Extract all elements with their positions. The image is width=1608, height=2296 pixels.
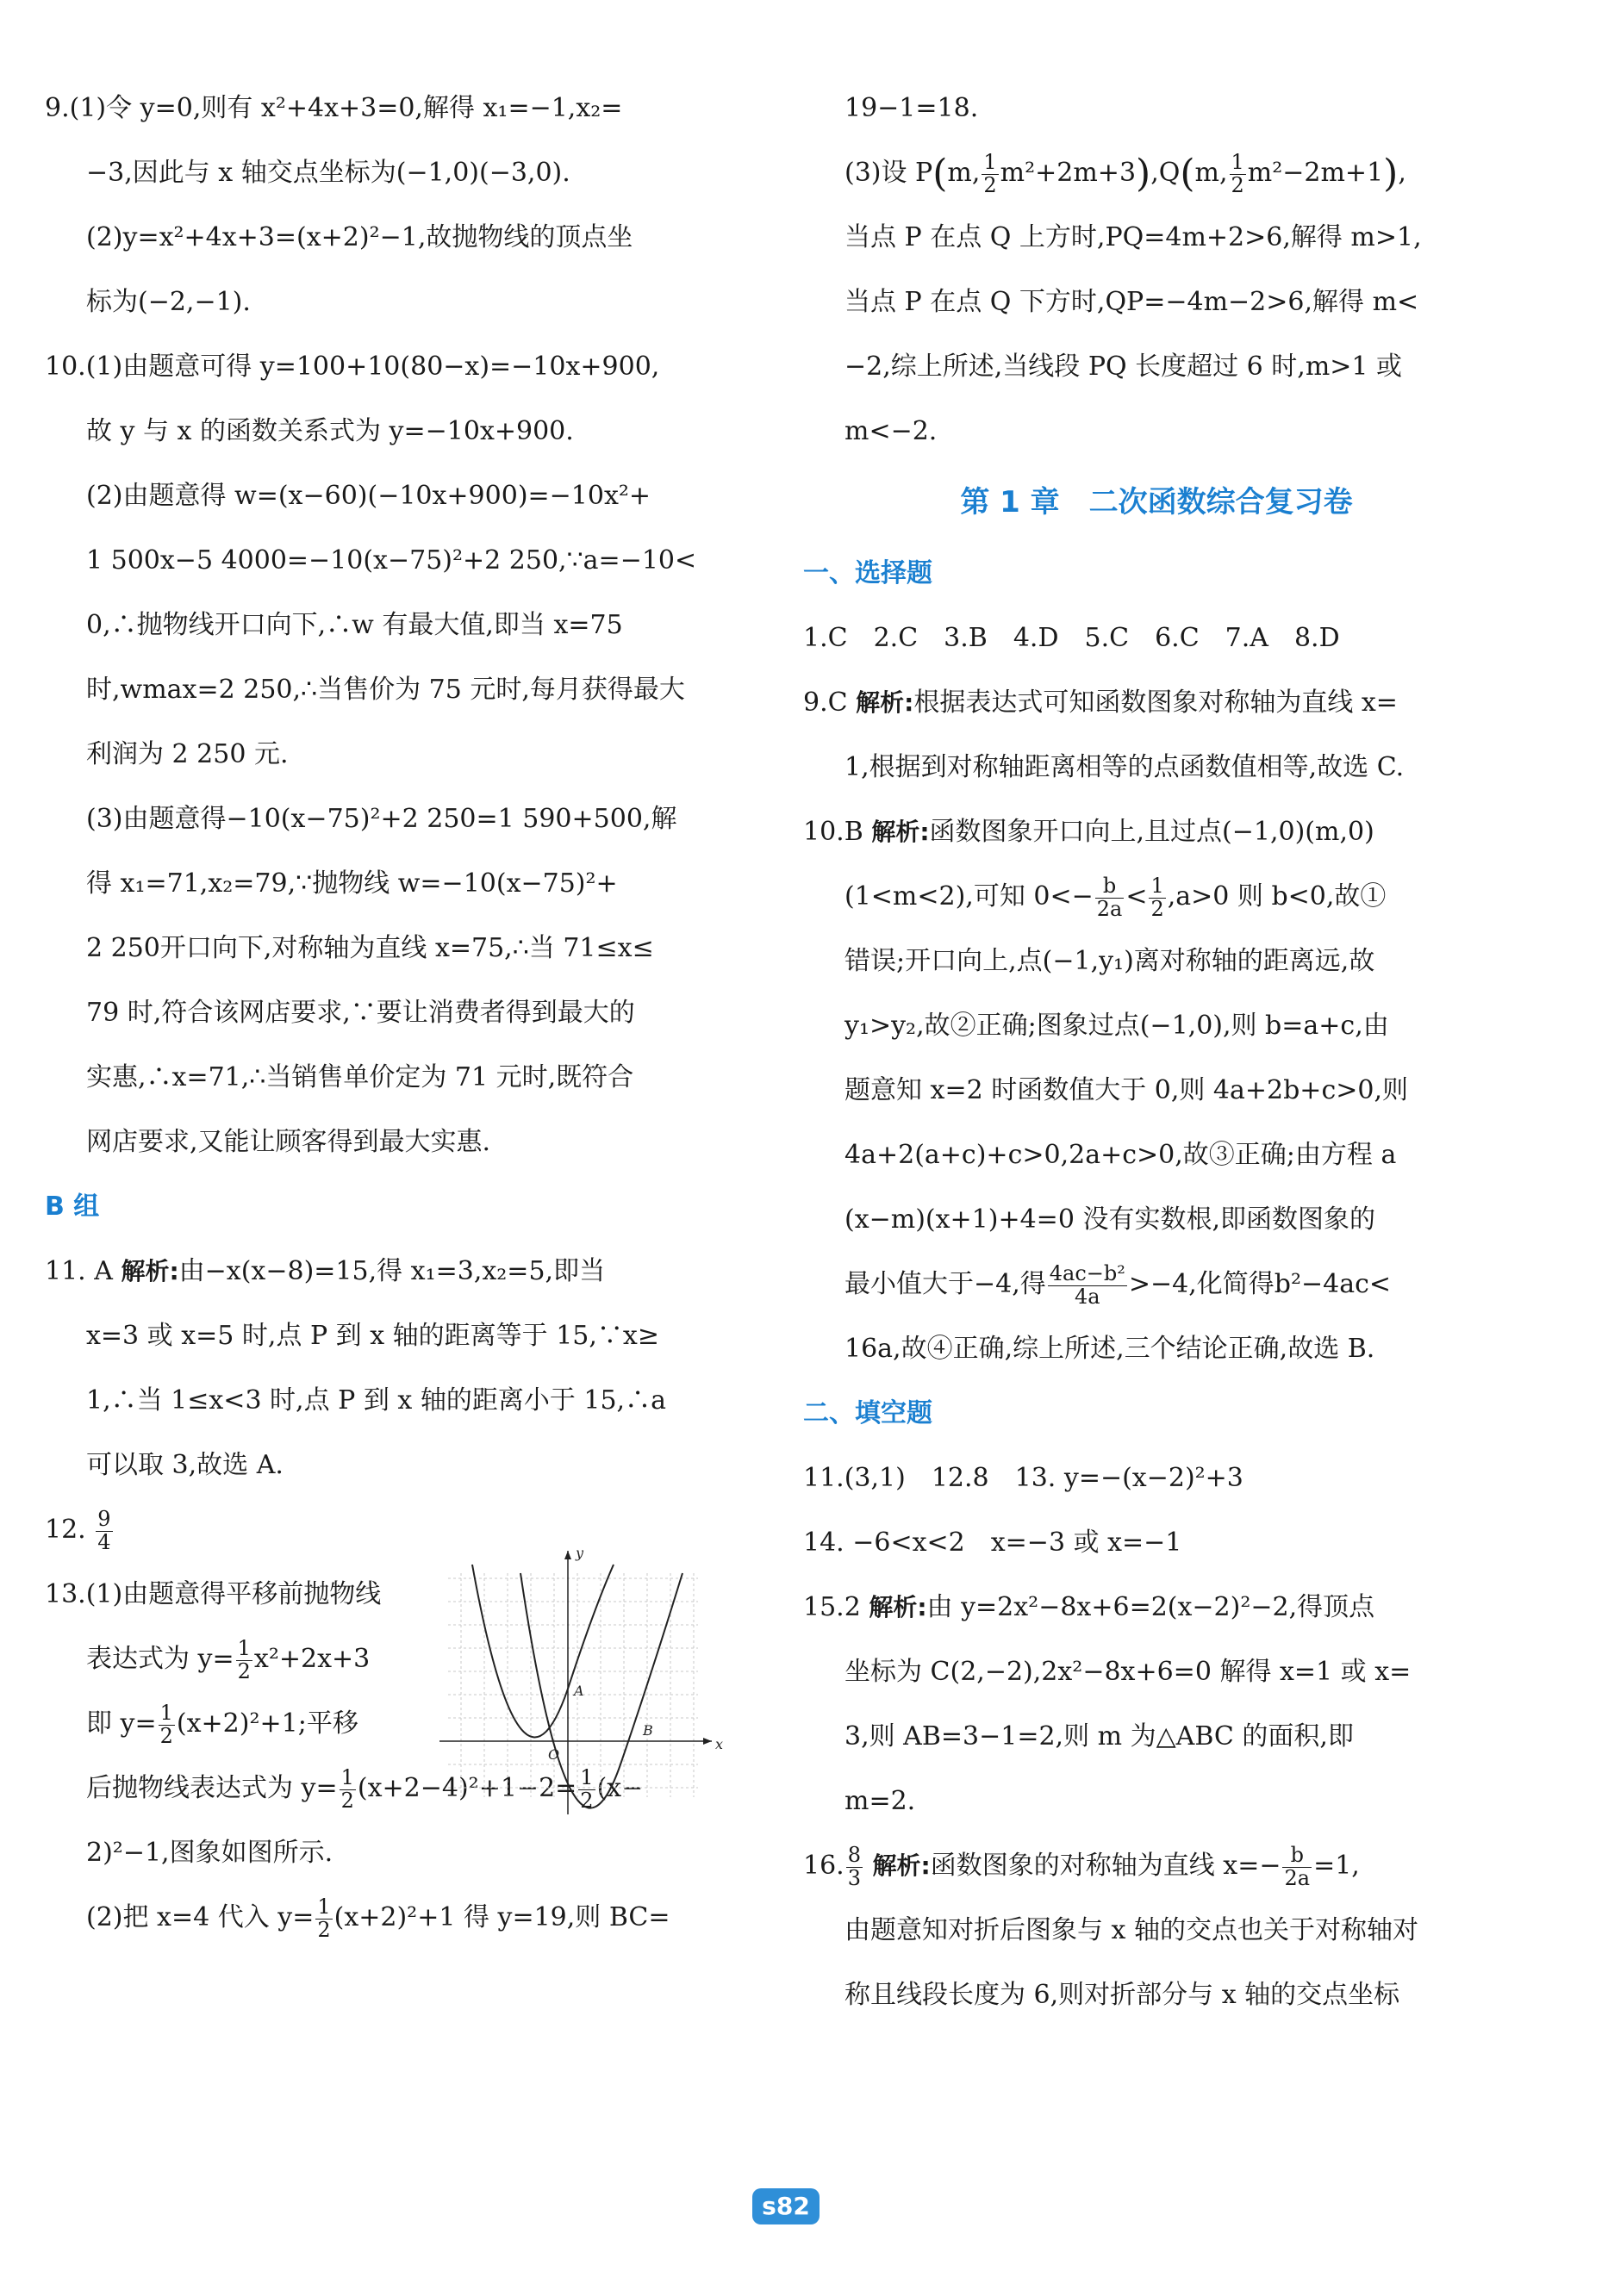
point-a-label: A [574,1683,584,1699]
text-span: 表达式为 y= [86,1644,234,1674]
denominator: 2 [983,172,997,197]
text-line: 称且线段长度为 6,则对折部分与 x 轴的交点坐标 [845,1980,1400,2010]
numerator: b [1282,1845,1312,1867]
text-span: 由−x(x−8)=15,得 x₁=3,x₂=5,即当 [178,1256,606,1286]
text-span: , [1398,158,1406,188]
parabola-after-shift [520,1573,682,1808]
fraction [315,1896,332,1940]
chapter-title: 第 1 章 二次函数综合复习卷 [960,485,1353,520]
text-line: y₁>y₂,故②正确;图象过点(−1,0),则 b=a+c,由 [845,1011,1389,1041]
paren: ) [1136,152,1151,196]
numerator: b [1095,875,1125,898]
text-span: (x+2)²+1 得 y=19,则 BC= [333,1902,670,1932]
text-span: ,a>0 则 b<0,故① [1167,881,1387,912]
analysis-label: 解析: [872,1851,931,1880]
analysis-label: 解析: [871,818,930,846]
text-span: 即 y= [86,1708,157,1739]
analysis-label: 解析: [856,688,914,717]
text-line: 19−1=18. [845,93,979,123]
fraction [982,152,998,196]
analysis-label: 解析: [121,1257,179,1285]
text-line [45,1239,741,1304]
x-axis-arrow [703,1738,712,1745]
numerator: 1 [1231,150,1244,175]
question-number: 15.2 [803,1592,861,1622]
section-heading: 一、选择题 [803,558,932,588]
text-span: 函数图象开口向上,且过点(−1,0)(m,0) [929,817,1374,847]
paren: ) [1383,152,1399,196]
text-line: (3)由题意得−10(x−75)²+2 250=1 590+500,解 [86,804,677,834]
text-line: 可以取 3,故选 A. [86,1450,284,1480]
analysis-label: 解析: [869,1593,927,1621]
text-line: −3,因此与 x 轴交点坐标为(−1,0)(−3,0). [86,158,570,188]
text-span: m²+2m+3 [1000,158,1137,188]
text-span: >−4,化简得b²−4ac< [1128,1269,1392,1299]
section-heading: B 组 [45,1192,100,1222]
right-column [803,76,1493,2027]
text-line: 利润为 2 250 元. [86,739,289,769]
fraction [1048,1263,1127,1307]
numerator: 1 [317,1895,331,1920]
denominator: 2 [340,1788,354,1813]
denominator: 2 [317,1917,331,1942]
text-span: ,Q [1150,158,1181,188]
text-span: =1, [1313,1851,1360,1881]
parabola-before-shift [472,1565,614,1737]
text-line: 9.(1)令 y=0,则有 x²+4x+3=0,解得 x₁=−1,x₂= [45,93,623,123]
denominator: 2 [580,1788,594,1813]
answer-line: 11.(3,1) 12.8 13. y=−(x−2)²+3 [803,1463,1243,1493]
numerator: 4ac−b² [1049,1261,1125,1286]
text-line: 标为(−2,−1). [86,287,251,317]
question-number: 9.C [803,688,848,718]
question-number: 16. [803,1851,845,1881]
text-line: 1,∴当 1≤x<3 时,点 P 到 x 轴的距离小于 15,∴a [86,1385,666,1416]
fraction [159,1702,175,1746]
text-line: 故 y 与 x 的函数关系式为 y=−10x+900. [86,416,574,446]
fraction [236,1638,252,1682]
grid [448,1573,698,1797]
text-line: 3,则 AB=3−1=2,则 m 为△ABC 的面积,即 [845,1721,1354,1752]
text-line: 13.(1)由题意得平移前抛物线 [45,1579,382,1609]
text-line: (2)由题意得 w=(x−60)(−10x+900)=−10x²+ [86,481,651,511]
text-span: < [1125,881,1148,912]
text-line: x=3 或 x=5 时,点 P 到 x 轴的距离等于 15,∵x≥ [86,1321,659,1351]
text-span: m, [1194,158,1228,188]
numerator: 8 [847,1843,861,1868]
text-span: 最小值大于−4,得 [845,1269,1046,1299]
parabola-graph [439,1539,724,1849]
text-line: 2)²−1,图象如图所示. [86,1838,333,1868]
text-line: 10.(1)由题意可得 y=100+10(80−x)=−10x+900, [45,352,660,382]
denominator: 2 [1231,172,1244,197]
text-span: m, [947,158,981,188]
text-line: 题意知 x=2 时函数值大于 0,则 4a+2b+c>0,则 [845,1075,1409,1105]
text-span: (x+2−4)²+1−2= [357,1773,577,1803]
text-line: 坐标为 C(2,−2),2x²−8x+6=0 解得 x=1 或 x= [845,1657,1412,1687]
text-span: m²−2m+1 [1247,158,1384,188]
question-number: 11. A [45,1256,113,1286]
page-number: s82 [752,2188,820,2224]
text-line: −2,综上所述,当线段 PQ 长度超过 6 时,m>1 或 [845,352,1403,382]
numerator: 1 [580,1765,594,1790]
text-line: (x−m)(x+1)+4=0 没有实数根,即函数图象的 [845,1204,1375,1235]
numerator: 1 [983,150,997,175]
paren: ( [932,152,948,196]
denominator: 4 [97,1529,111,1554]
text-line [803,1575,1493,1640]
numerator: 1 [340,1765,354,1790]
text-span: 后抛物线表达式为 y= [86,1773,338,1803]
text-line: 1 500x−5 4000=−10(x−75)²+2 250,∵a=−10< [86,545,697,576]
text-line [803,140,1493,205]
text-line: 79 时,符合该网店要求,∵要让消费者得到最大的 [86,998,635,1028]
text-line: 2 250开口向下,对称轴为直线 x=75,∴当 71≤x≤ [86,933,654,963]
text-line: 1,根据到对称轴距离相等的点函数值相等,故选 C. [845,752,1405,782]
text-span: (2)把 x=4 代入 y= [86,1902,315,1932]
answer-line: 14. −6<x<2 x=−3 或 x=−1 [803,1528,1182,1558]
text-line [803,1833,1493,1898]
text-line: 网店要求,又能让顾客得到最大实惠. [86,1127,491,1157]
fraction [1282,1845,1312,1888]
denominator: 4a [1075,1284,1100,1309]
text-line [45,1885,741,1950]
text-line: 错误;开口向上,点(−1,y₁)离对称轴的距离远,故 [845,946,1375,976]
question-number: 12. [45,1515,86,1545]
text-line [803,864,1493,929]
point-b-label: B [643,1722,653,1739]
numerator: 1 [237,1636,251,1661]
fraction [96,1509,112,1552]
text-line: 4a+2(a+c)+c>0,2a+c>0,故③正确;由方程 a [845,1140,1397,1170]
origin-label: O [548,1746,560,1763]
text-span: 由 y=2x²−8x+6=2(x−2)²−2,得顶点 [926,1592,1375,1622]
fraction [846,1845,863,1888]
fraction [340,1767,356,1811]
text-line: 时,wmax=2 250,∴当售价为 75 元时,每月获得最大 [86,675,685,705]
text-line: 实惠,∴x=71,∴当销售单价定为 71 元时,既符合 [86,1062,634,1092]
text-span: (3)设 P [845,158,933,188]
text-line: m=2. [845,1786,916,1816]
text-line: 0,∴抛物线开口向下,∴w 有最大值,即当 x=75 [86,610,623,640]
text-span: (1<m<2),可知 0<− [845,881,1094,912]
text-span: (x− [596,1773,644,1803]
text-line: 16a,故④正确,综上所述,三个结论正确,故选 B. [845,1334,1375,1364]
numerator: 1 [159,1701,173,1726]
text-span: 根据表达式可知函数图象对称轴为直线 x= [913,688,1398,718]
text-span: 函数图象的对称轴为直线 x=− [930,1851,1281,1881]
numerator: 9 [97,1507,111,1532]
fraction [1095,875,1125,919]
fraction [1230,152,1246,196]
denominator: 2a [1096,896,1123,921]
x-axis-label: x [715,1736,724,1752]
denominator: 2 [1150,896,1164,921]
denominator: 2 [159,1723,173,1748]
text-line [803,670,1493,735]
y-axis-label: y [576,1545,584,1561]
text-line: 当点 P 在点 Q 下方时,QP=−4m−2>6,解得 m< [845,287,1419,317]
text-line: 由题意知对折后图象与 x 轴的交点也关于对称轴对 [845,1915,1418,1945]
text-line: m<−2. [845,416,938,446]
text-line: 得 x₁=71,x₂=79,∵抛物线 w=−10(x−75)²+ [86,868,618,899]
denominator: 2 [237,1658,251,1683]
text-span: (x+2)²+1;平移 [176,1708,358,1739]
question-number: 10.B [803,817,863,847]
paren: ( [1180,152,1195,196]
denominator: 2a [1284,1865,1311,1890]
answer-line: 1.C 2.C 3.B 4.D 5.C 6.C 7.A 8.D [803,623,1340,653]
y-axis-arrow [564,1551,571,1559]
fraction [1149,875,1165,919]
text-line [803,800,1493,864]
text-line: (2)y=x²+4x+3=(x+2)²−1,故抛物线的顶点坐 [86,222,633,252]
section-heading: 二、填空题 [803,1398,932,1428]
text-line: 当点 P 在点 Q 上方时,PQ=4m+2>6,解得 m>1, [845,222,1422,252]
numerator: 1 [1150,874,1164,899]
text-line [803,1252,1493,1316]
denominator: 3 [847,1865,861,1890]
text-span: x²+2x+3 [253,1644,371,1674]
